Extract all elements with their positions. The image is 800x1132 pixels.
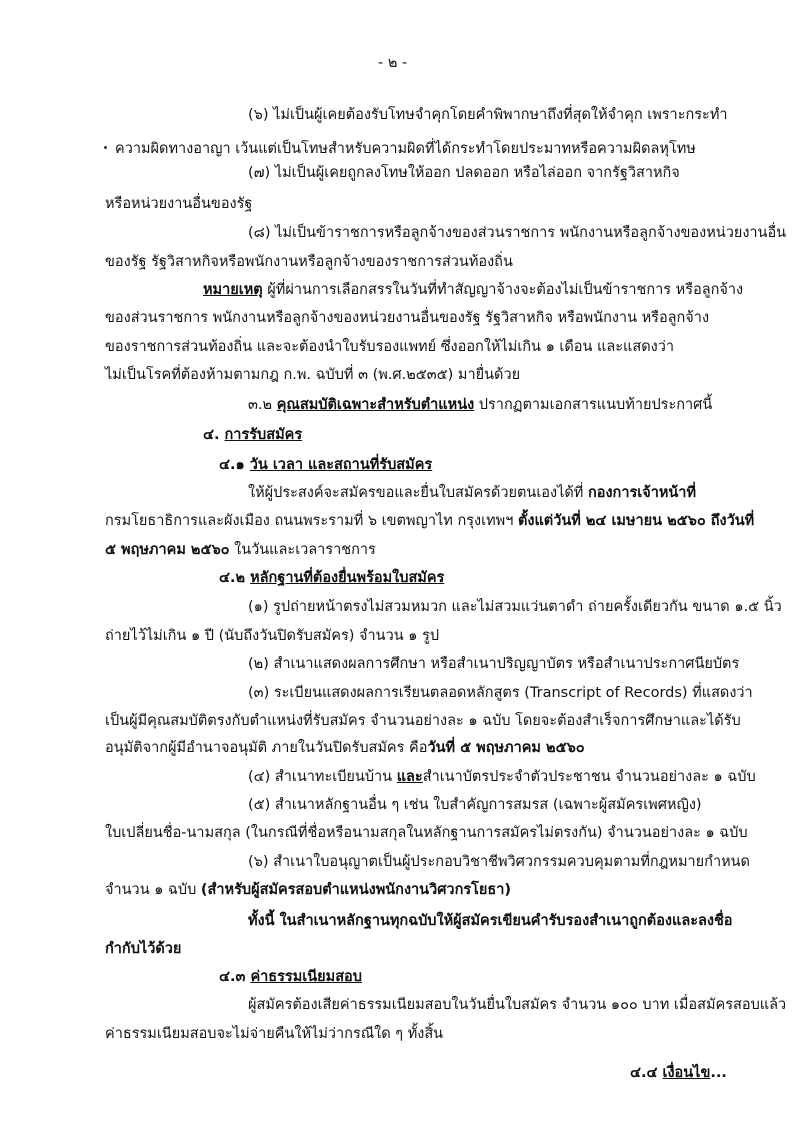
note-line	[203, 279, 743, 301]
emphasis-and: และ	[396, 769, 423, 785]
paragraph-text: ให้ผู้ประสงค์จะสมัครขอและยื่นใบสมัครด้วยตนเองได้ที่	[248, 485, 588, 501]
paragraph-text: กรมโยธาธิการและผังเมือง ถนนพระรามที่ ๖ เขตพญาไท กรุงเทพฯ	[105, 513, 518, 529]
paragraph-text: จำนวน ๑ ฉบับ	[105, 882, 201, 898]
paragraph-line: ถ่ายไว้ไม่เกิน ๑ ปี (นับถึงวันปิดรับสมัคร) จำนวน ๑ รูป	[105, 628, 440, 644]
paragraph-line	[248, 766, 756, 788]
paragraph-line: ผู้สมัครต้องเสียค่าธรรมเนียมสอบในวันยื่นใบสมัคร จำนวน ๑๐๐ บาท เมื่อสมัครสอบแล้ว	[248, 997, 787, 1013]
paragraph-line: ความผิดทางอาญา เว้นแต่เป็นโทษสำหรับความผิดที่ได้กระทำโดยประมาทหรือความผิดลหุโทษ	[115, 141, 696, 157]
paragraph-line: (๒) สำเนาแสดงผลการศึกษา หรือสำเนาปริญญาบัตร หรือสำเนาประกาศนียบัตร	[248, 656, 740, 672]
paragraph-text: อนุมัติจากผู้มีอำนาจอนุมัติ ภายในวันปิดรับสมัคร คือ	[105, 740, 428, 756]
paragraph-line: (๖) ไม่เป็นผู้เคยต้องรับโทษจำคุกโดยคำพิพากษาถึงที่สุดให้จำคุก เพราะกระทำ	[248, 107, 728, 123]
section-text: ปรากฏตามเอกสารแนบท้ายประกาศนี้	[474, 397, 713, 413]
engineer-note: (สำหรับผู้สมัครสอบตำแหน่งพนักงานวิศวกรโยธา)	[200, 882, 512, 898]
section-heading: คุณสมบัติเฉพาะสำหรับตำแหน่ง	[276, 397, 475, 413]
section-4-2	[219, 567, 444, 589]
section-number: ๔.๓	[219, 969, 251, 985]
paragraph-line	[105, 879, 511, 901]
paragraph-text: (๔) สำเนาทะเบียนบ้าน	[248, 769, 397, 785]
page-number: - ๒ -	[378, 55, 408, 71]
paragraph-line: เป็นผู้มีคุณสมบัติตรงกับตำแหน่งที่รับสมัคร จำนวนอย่างละ ๑ ฉบับ โดยจะต้องสำเร็จการศึกษาและได้รับ	[105, 713, 741, 729]
paragraph-line: (๑) รูปถ่ายหน้าตรงไม่สวมหมวก และไม่สวมแว่นตาดำ ถ่ายครั้งเดียวกัน ขนาด ๑.๕ นิ้ว	[248, 599, 782, 615]
paragraph-line: ของรัฐ รัฐวิสาหกิจหรือพนักงานหรือลูกจ้างของราชการส่วนท้องถิ่น	[105, 254, 513, 270]
section-number: ๔.๑	[219, 457, 250, 473]
paragraph-line: (๖) สำเนาใบอนุญาตเป็นผู้ประกอบวิชาชีพวิศวกรรมควบคุมตามที่กฎหมายกำหนด	[248, 854, 750, 870]
application-period: ตั้งแต่วันที่ ๒๔ เมษายน ๒๕๖๐ ถึงวันที่	[517, 513, 755, 529]
section-4-3	[219, 966, 362, 988]
paragraph-line: ของราชการส่วนท้องถิ่น และจะต้องนำใบรับรองแพทย์ ซึ่งออกให้ไม่เกิน ๑ เดือน และแสดงว่า	[105, 339, 674, 355]
note-label: หมายเหตุ	[203, 282, 263, 298]
paragraph-line: ไม่เป็นโรคที่ต้องห้ามตามกฎ ก.พ. ฉบับที่ ๓ (พ.ศ.๒๕๓๕) มายื่นด้วย	[105, 367, 521, 383]
paragraph-line: (๗) ไม่เป็นผู้เคยถูกลงโทษให้ออก ปลดออก หรือไล่ออก จากรัฐวิสาหกิจ	[248, 165, 680, 181]
section-heading: เงื่อนไข	[662, 1065, 711, 1081]
section-number: ๓.๒	[248, 397, 277, 413]
section-number: ๔.๒	[219, 570, 251, 586]
paragraph-line: ค่าธรรมเนียมสอบจะไม่จ่ายคืนให้ไม่ว่ากรณีใด ๆ ทั้งสิ้น	[105, 1026, 444, 1042]
section-3-2	[248, 394, 712, 416]
paragraph-line: กำกับไว้ด้วย	[105, 941, 182, 957]
continuation-marker	[630, 1062, 727, 1084]
section-heading: หลักฐานที่ต้องยื่นพร้อมใบสมัคร	[250, 570, 445, 586]
note-text: ผู้ที่ผ่านการเลือกสรรในวันที่ทำสัญญาจ้างจะต้องไม่เป็นข้าราชการ หรือลูกจ้าง	[262, 282, 744, 298]
paragraph-line: ทั้งนี้ ในสำเนาหลักฐานทุกฉบับให้ผู้สมัครเขียนคำรับรองสำเนาถูกต้องและลงชื่อ	[248, 913, 733, 929]
section-number: ๔.	[203, 427, 225, 443]
paragraph-text: ในวันและเวลาราชการ	[229, 542, 376, 558]
paragraph-line: (๕) สำเนาหลักฐานอื่น ๆ เช่น ใบสำคัญการสมรส (เฉพาะผู้สมัครเพศหญิง)	[248, 797, 702, 813]
paragraph-line: หรือหน่วยงานอื่นของรัฐ	[105, 196, 253, 212]
ink-dot	[104, 146, 107, 149]
paragraph-line: (๘) ไม่เป็นข้าราชการหรือลูกจ้างของส่วนราชการ พนักงานหรือลูกจ้างของหน่วยงานอื่น	[248, 225, 787, 241]
paragraph-line: ใบเปลี่ยนชื่อ-นามสกุล (ในกรณีที่ชื่อหรือนามสกุลในหลักฐานการสมัครไม่ตรงกัน) จำนวนอย่างละ ๑ ฉบับ	[105, 825, 748, 841]
section-heading: การรับสมัคร	[224, 427, 303, 443]
paragraph-line	[105, 737, 585, 759]
section-heading: วัน เวลา และสถานที่รับสมัคร	[249, 457, 433, 473]
paragraph-line	[248, 482, 696, 504]
section-number: ๔.๔	[630, 1065, 663, 1081]
approval-deadline: วันที่ ๕ พฤษภาคม ๒๕๖๐	[427, 740, 585, 756]
application-end-date: ๕ พฤษภาคม ๒๕๖๐	[105, 542, 230, 558]
ellipsis: ...	[710, 1065, 727, 1081]
paragraph-line	[105, 539, 376, 561]
section-4	[203, 424, 302, 446]
paragraph-text: สำเนาบัตรประจำตัวประชาชน จำนวนอย่างละ ๑ ฉบับ	[422, 769, 756, 785]
section-heading: ค่าธรรมเนียมสอบ	[250, 969, 362, 985]
office-name: กองการเจ้าหน้าที่	[587, 485, 697, 501]
paragraph-line	[105, 510, 754, 532]
paragraph-line: ของส่วนราชการ พนักงานหรือลูกจ้างของหน่วยงานอื่นของรัฐ รัฐวิสาหกิจ หรือพนักงาน หรือลูกจ้าง	[105, 310, 710, 326]
section-4-1	[219, 454, 432, 476]
paragraph-line: (๓) ระเบียนแสดงผลการเรียนตลอดหลักสูตร (Transcript of Records) ที่แสดงว่า	[248, 685, 753, 701]
